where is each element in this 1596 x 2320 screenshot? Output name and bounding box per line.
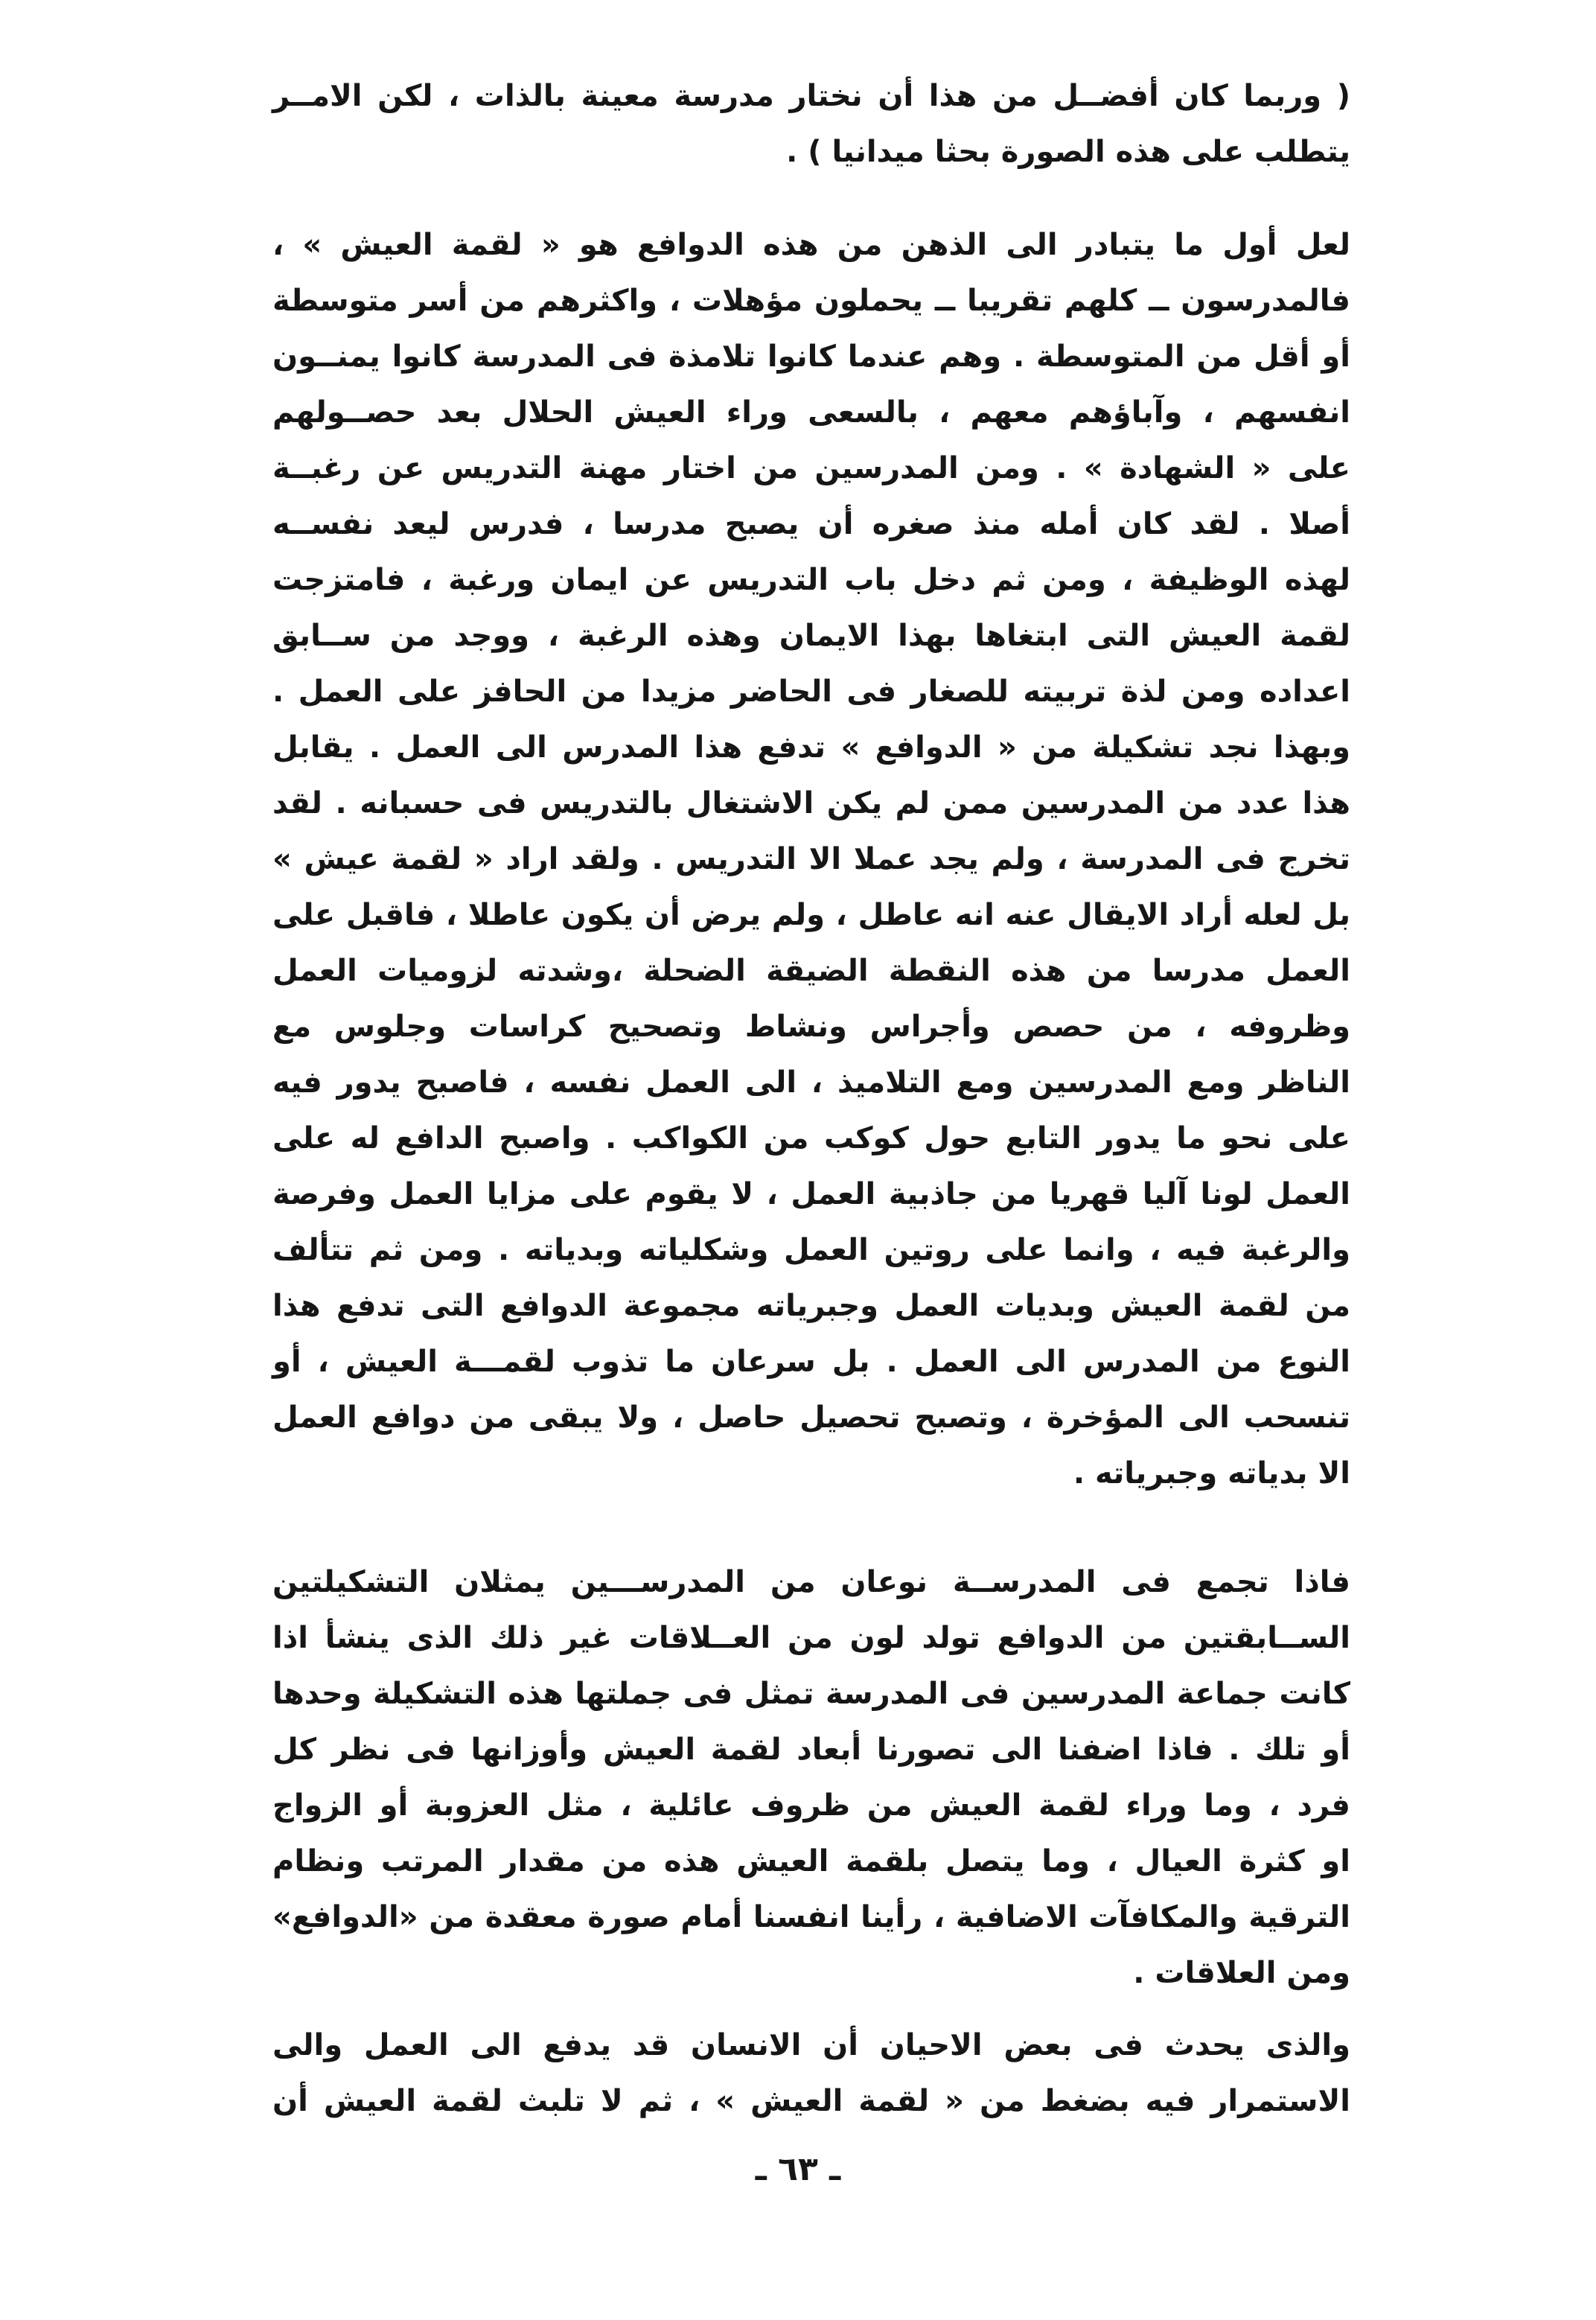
text-line: من لقمة العيش وبديات العمل وجبرياته مجموعة الدوافع التى تدفع هذا xyxy=(272,1289,1350,1323)
text-line: فالمدرسون ــ كلهم تقريبا ــ يحملون مؤهلات ، واكثرهم من أسر متوسطة xyxy=(272,284,1350,318)
text-line: أو أقل من المتوسطة . وهم عندما كانوا تلامذة فى المدرسة كانوا يمنــون xyxy=(272,340,1350,374)
text-line: كانت جماعة المدرسين فى المدرسة تمثل فى جملتها هذه التشكيلة وحدها xyxy=(272,1677,1350,1711)
text-line: العمل مدرسا من هذه النقطة الضيقة الضحلة ،وشدته لزوميات العمل xyxy=(272,954,1350,988)
paragraph-motives xyxy=(272,217,1350,1502)
paragraph-intro-note xyxy=(272,68,1350,180)
text-line: وبهذا نجد تشكيلة من « الدوافع » تدفع هذا المدرس الى العمل . يقابل xyxy=(272,730,1350,765)
text-line: هذا عدد من المدرسين ممن لم يكن الاشتغال بالتدريس فى حسبانه . لقد xyxy=(272,786,1350,820)
text-line: على « الشهادة » . ومن المدرسين من اختار مهنة التدريس عن رغبــة xyxy=(272,451,1350,485)
text-line: والذى يحدث فى بعض الاحيان أن الانسان قد يدفع الى العمل والى xyxy=(272,2028,1350,2062)
text-line: اعداده ومن لذة تربيته للصغار فى الحاضر مزيدا من الحافز على العمل . xyxy=(272,675,1350,709)
text-line: فرد ، وما وراء لقمة العيش من ظروف عائلية ، مثل العزوبة أو الزواج xyxy=(272,1788,1350,1823)
text-line: والرغبة فيه ، وانما على روتين العمل وشكلياته وبدياته . ومن ثم تتألف xyxy=(272,1233,1350,1267)
text-line: وظروفه ، من حصص وأجراس ونشاط وتصحيح كراسات وجلوس مع xyxy=(272,1010,1350,1044)
text-line: على نحو ما يدور التابع حول كوكب من الكواكب . واصبح الدافع له على xyxy=(272,1121,1350,1156)
text-line: او كثرة العيال ، وما يتصل بلقمة العيش هذه من مقدار المرتب ونظام xyxy=(272,1844,1350,1878)
text-line: لقمة العيش التى ابتغاها بهذا الايمان وهذه الرغبة ، ووجد من ســابق xyxy=(272,619,1350,653)
text-line: ومن العلاقات . xyxy=(1133,1956,1350,1990)
text-line: بل لعله أراد الايقال عنه انه عاطل ، ولم يرض أن يكون عاطلا ، فاقبل على xyxy=(272,898,1350,932)
paragraph-teacher-groups xyxy=(272,1555,1350,2001)
text-line: النوع من المدرس الى العمل . بل سرعان ما تذوب لقمـــة العيش ، أو xyxy=(272,1345,1350,1379)
text-line: العمل لونا آليا قهريا من جاذبية العمل ، لا يقوم على مزايا العمل وفرصة xyxy=(272,1177,1350,1211)
text-line: الاستمرار فيه بضغط من « لقمة العيش » ، ثم لا تلبث لقمة العيش أن xyxy=(272,2084,1350,2118)
text-line: الترقية والمكافآت الاضافية ، رأينا انفسنا أمام صورة معقدة من «الدوافع» xyxy=(272,1900,1350,1934)
text-line: يتطلب على هذه الصورة بحثا ميدانيا ) . xyxy=(786,135,1350,169)
text-line: أصلا . لقد كان أمله منذ صغره أن يصبح مدرسا ، فدرس ليعد نفســه xyxy=(272,507,1350,541)
text-line: أو تلك . فاذا اضفنا الى تصورنا أبعاد لقمة العيش وأوزانها فى نظر كل xyxy=(272,1733,1350,1767)
text-line: ( وربما كان أفضــل من هذا أن نختار مدرسة معينة بالذات ، لكن الامــر xyxy=(272,79,1350,113)
text-line: الا بدياته وجبرياته . xyxy=(1073,1456,1350,1491)
text-line: فاذا تجمع فى المدرســة نوعان من المدرســـين يمثلان التشكيلتين xyxy=(272,1565,1350,1599)
page-number: ـ ٦٣ ـ xyxy=(755,2150,841,2188)
text-line: الناظر ومع المدرسين ومع التلاميذ ، الى العمل نفسه ، فاصبح يدور فيه xyxy=(272,1065,1350,1100)
text-line: تخرج فى المدرسة ، ولم يجد عملا الا التدريس . ولقد اراد « لقمة عيش » xyxy=(272,842,1350,876)
text-line: لهذه الوظيفة ، ومن ثم دخل باب التدريس عن ايمان ورغبة ، فامتزجت xyxy=(272,563,1350,597)
text-line: انفسهم ، وآباؤهم معهم ، بالسعى وراء العيش الحلال بعد حصــولهم xyxy=(272,395,1350,430)
paragraph-continuation xyxy=(272,2018,1350,2129)
text-line: الســابقتين من الدوافع تولد لون من العــلاقات غير ذلك الذى ينشأ اذا xyxy=(272,1621,1350,1655)
text-line: لعل أول ما يتبادر الى الذهن من هذه الدوافع هو « لقمة العيش » ، xyxy=(272,228,1350,262)
text-line: تنسحب الى المؤخرة ، وتصبح تحصيل حاصل ، ولا يبقى من دوافع العمل xyxy=(272,1400,1350,1435)
